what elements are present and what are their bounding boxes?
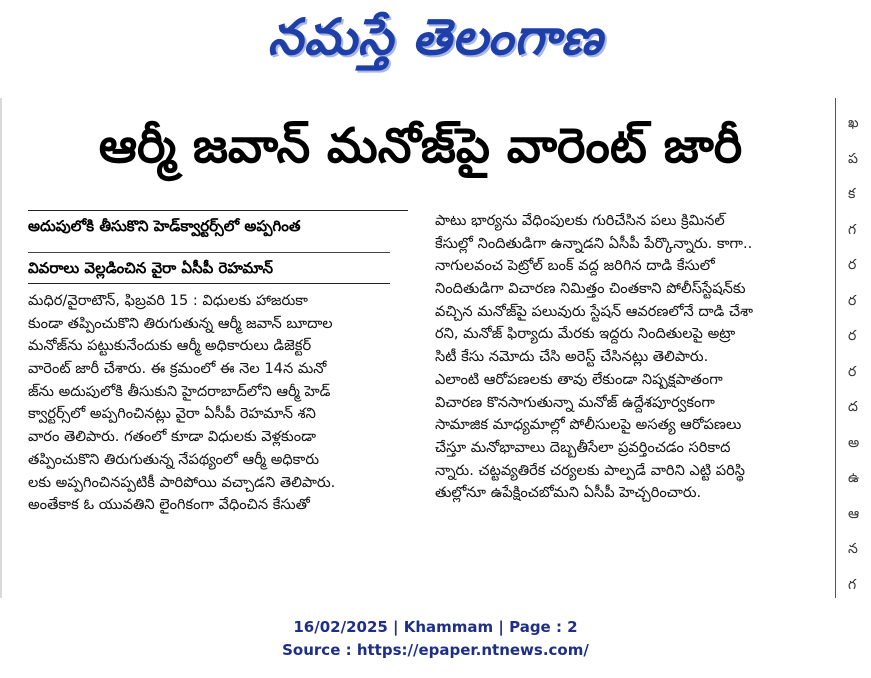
adjacent-glyph: అ	[848, 434, 860, 451]
body-line: విచారణ కొనసాగుతున్నా మనోజ్ ఉద్దేశపూర్వకంగా	[435, 393, 715, 411]
adjacent-glyph: న	[848, 541, 858, 557]
body-line: నిందితుడిగా విచారణ నిమిత్తం చింతకాని పోలీస్‌స్టేషన్‌కు	[435, 280, 746, 298]
subhead-text: వివరాలు వెల్లడించిన వైరా ఏసీపీ రెహమాన్	[28, 259, 274, 277]
epaper-footer	[0, 616, 871, 662]
column-divider-rule	[835, 98, 836, 598]
adjacent-glyph: ద	[848, 399, 858, 415]
adjacent-glyph: ప	[848, 150, 858, 167]
subhead-text: అదుపులోకి తీసుకొని హెడ్‌క్వార్టర్స్‌లో అప్పగింత	[28, 217, 301, 235]
body-line: వచ్చిన మనోజ్‌పై పలువురు స్టేషన్ ఆవరణలోనే దాడి చేశా	[435, 302, 753, 320]
body-line: అంతేకాక ఓ యువతిని లైంగికంగా వేధించిన కేసుతో	[28, 496, 310, 514]
article-headline: ఆర్మీ జవాన్ మనోజ్‌పై వారెంట్ జారీ	[98, 118, 743, 174]
adjacent-glyph: ర	[848, 292, 857, 309]
source-link[interactable]: Source : https://epaper.ntnews.com/	[282, 641, 589, 659]
body-line: న్నారు. చట్టవ్యతిరేక చర్యలకు పాల్పడే వారిని ఎట్టి పరిస్థి	[435, 461, 746, 479]
body-line: సిటీ కేసు నమోదు చేసి అరెస్ట్ చేసినట్లు తెలిపారు.	[435, 348, 709, 366]
article-subhead-primary	[28, 210, 408, 241]
article-body-left-column	[28, 290, 418, 517]
body-line: కేసుల్లో నిందితుడిగా ఉన్నాడని ఏసీపీ పేర్కొన్నారు. కాగా..	[435, 234, 753, 252]
body-line: వారం తెలిపారు. గతంలో కూడా విధులకు వెళ్లకుండా	[28, 428, 316, 446]
adjacent-glyph: ర	[848, 257, 857, 273]
adjacent-glyph: ర	[848, 328, 857, 344]
adjacent-glyph: క	[848, 186, 856, 202]
adjacent-article-strip	[848, 106, 870, 598]
body-line: చేస్తూ మనోభావాలు దెబ్బతీసేలా ప్రవర్తించడం సరికాద	[435, 438, 731, 456]
adjacent-glyph: ర	[848, 363, 857, 380]
adjacent-glyph: ఖ	[848, 115, 859, 131]
body-line: మధిర/వైరాటౌన్, ఫిబ్రవరి 15 : విధులకు హాజరుకా	[28, 292, 308, 309]
body-line: కుండా తప్పించుకొని తిరుగుతున్న ఆర్మీ జవాన్ బూదాల	[28, 314, 333, 332]
body-line: తుల్లోనూ ఉపేక్షించబోమని ఏసీపీ హెచ్చరించారు.	[435, 484, 702, 502]
body-line: మనోజ్‌ను పట్టుకునేందుకు ఆర్మీ అధికారులు డిజెక్టర్	[28, 337, 312, 355]
body-line: జ్‌ను అదుపులోకి తీసుకుని హైదరాబాద్‌లోని ఆర్మీ హెడ్	[28, 382, 331, 400]
body-line: తప్పించుకొని తిరుగుతున్న నేపథ్యంలో ఆర్మీ అధికారు	[28, 450, 320, 468]
body-line: పాటు భార్యను వేధింపులకు గురిచేసిన పలు క్రిమినల్	[435, 212, 725, 229]
adjacent-glyph: ఆ	[848, 505, 860, 522]
clip-left-edge	[0, 98, 2, 598]
adjacent-glyph: గ	[848, 221, 857, 238]
body-line: లకు అప్పగించినప్పటికీ పారిపోయి వచ్చాడని తెలిపారు.	[28, 473, 336, 491]
edition-info: 16/02/2025 | Khammam | Page : 2	[293, 618, 578, 636]
body-line: రని, మనోజ్ ఫిర్యాదు మేరకు ఇద్దరు నిందితులపై అట్రా	[435, 325, 736, 343]
body-line: క్వార్టర్స్‌లో అప్పగించినట్లు వైరా ఏసీపీ రెహమాన్ శని	[28, 405, 316, 423]
newspaper-logo: నమస్తే తెలంగాణ	[267, 8, 604, 66]
masthead	[0, 0, 871, 78]
adjacent-glyph: గ	[848, 576, 857, 593]
body-line: ఎలాంటి ఆరోపణలకు తావు లేకుండా నిష్పక్షపాతంగా	[435, 370, 723, 388]
body-line: నాగులవంచ పెట్రోల్ బంక్ వద్ద జరిగిన దాడి కేసులో	[435, 257, 715, 275]
body-line: సామాజిక మాధ్యమాల్లో పోలీసులపై అసత్య ఆరోపణలు	[435, 416, 742, 434]
adjacent-glyph: ఉ	[848, 470, 860, 486]
body-line: వారెంట్ జారీ చేశారు. ఈ క్రమంలో ఈ నెల 14న మనో	[28, 360, 327, 378]
article-body-right-column	[435, 210, 830, 505]
article-subhead-secondary	[28, 252, 390, 284]
